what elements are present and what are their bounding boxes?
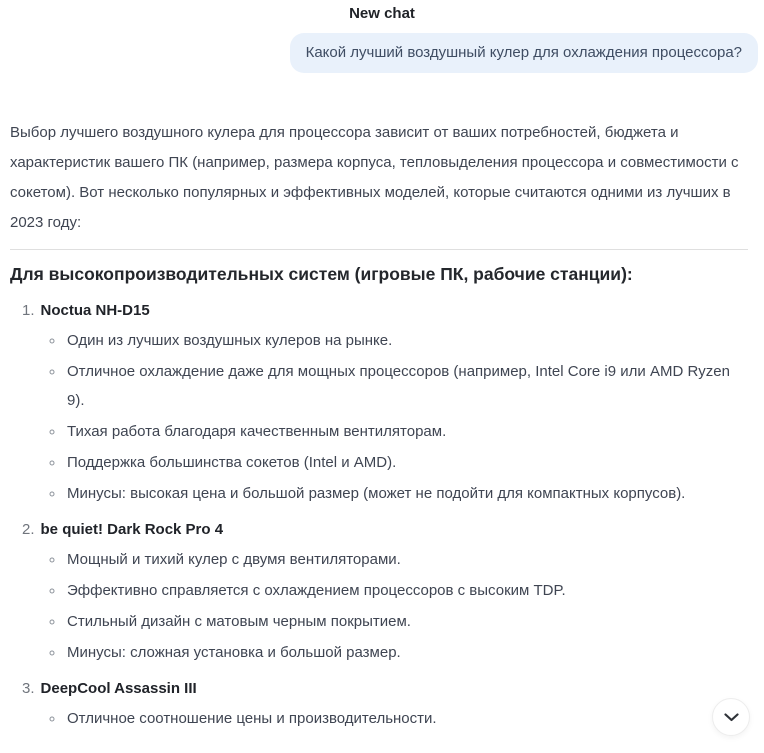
bullet-point: ◦ Минусы: высокая цена и большой размер (может не подойти для компактных корпусов).: [65, 479, 748, 508]
chevron-down-icon: [724, 713, 739, 722]
item-number: 3.: [22, 680, 35, 697]
divider: [10, 249, 748, 250]
bullet-point: ◦ Мощный и тихий кулер с двумя вентиляторами.: [65, 545, 748, 574]
user-message-row: [0, 33, 764, 73]
item-title: [10, 520, 748, 540]
bullet-point: ◦ Тихая работа благодаря качественным вентиляторам.: [65, 417, 748, 446]
bullet-point: ◦ Отличное охлаждение даже для мощных процессоров (например, Intel Core i9 или AMD Ryzen 9).: [65, 357, 748, 415]
page-title: New chat: [349, 5, 415, 22]
bullet-point: ◦ Эффективно справляется с охлаждением процессоров с высоким TDP.: [65, 576, 748, 605]
bullet-point: ◦ Минусы: сложная установка и большой размер.: [65, 638, 748, 667]
item-name: DeepCool Assassin III: [40, 680, 197, 697]
intro-paragraph: Выбор лучшего воздушного кулера для процессора зависит от ваших потребностей, бюджета и характеристик вашего ПК (например, размера корпуса, тепловыделения процессора и совместимости с сокетом). Вот несколько популярных и эффективных моделей, которые считаются одними из лучших в 2023 году:: [10, 124, 739, 231]
item-number: 2.: [22, 521, 35, 538]
item-bullets: [10, 326, 748, 508]
item-title: [10, 679, 748, 699]
user-message-bubble: Какой лучший воздушный кулер для охлаждения процессора?: [290, 33, 758, 73]
list-item: [10, 301, 748, 508]
cooler-list: [10, 301, 748, 733]
item-name: Noctua NH-D15: [40, 302, 150, 319]
list-item: [10, 520, 748, 667]
bullet-point: ◦ Стильный дизайн с матовым черным покрытием.: [65, 607, 748, 636]
item-bullets: [10, 545, 748, 667]
bullet-point: ◦ Поддержка большинства сокетов (Intel и AMD).: [65, 448, 748, 477]
assistant-message: [0, 118, 764, 733]
item-bullets: [10, 704, 748, 733]
item-number: 1.: [22, 302, 35, 319]
scroll-to-bottom-button[interactable]: [712, 698, 750, 736]
item-title: [10, 301, 748, 321]
list-item: [10, 679, 748, 733]
bullet-point: ◦ Один из лучших воздушных кулеров на рынке.: [65, 326, 748, 355]
section-heading: Для высокопроизводительных систем (игровые ПК, рабочие станции):: [10, 264, 633, 284]
item-name: be quiet! Dark Rock Pro 4: [40, 521, 224, 538]
bullet-point: ◦ Отличное соотношение цены и производительности.: [65, 704, 748, 733]
